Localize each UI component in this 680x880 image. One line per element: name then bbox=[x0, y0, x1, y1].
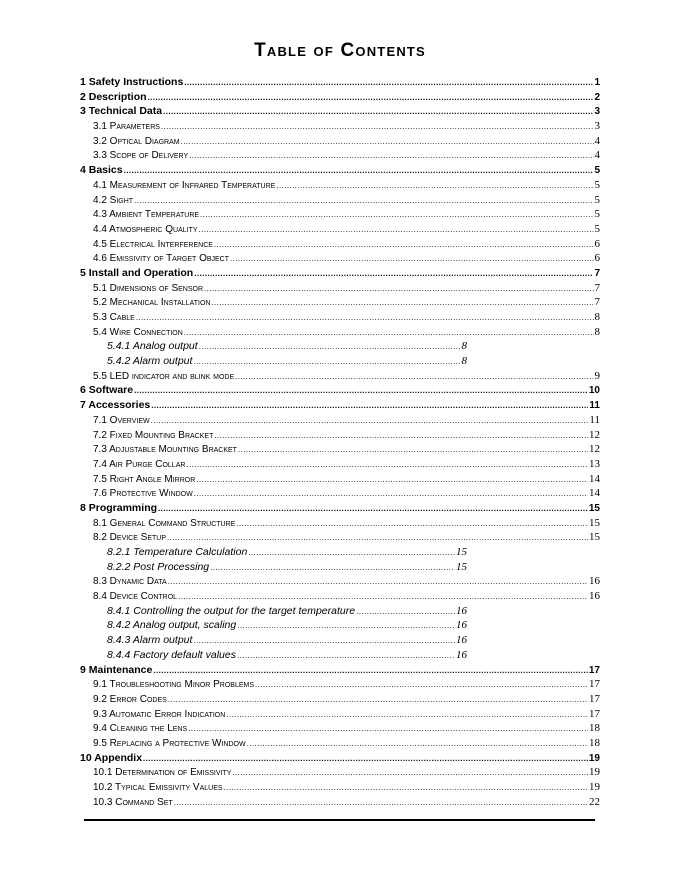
toc-entry[interactable] bbox=[80, 164, 600, 179]
toc-entry-page: 15 bbox=[589, 531, 600, 544]
toc-entry-label: 6 Software bbox=[80, 384, 134, 397]
toc-entry[interactable] bbox=[80, 502, 600, 517]
toc-entry-page: 3 bbox=[594, 120, 600, 133]
toc-entry[interactable] bbox=[80, 693, 600, 708]
toc-entry[interactable] bbox=[80, 443, 600, 458]
toc-entry-label: 8.4 Device Control bbox=[93, 591, 178, 603]
toc-entry[interactable] bbox=[80, 766, 600, 781]
toc-dot-leader bbox=[199, 343, 461, 351]
toc-entry[interactable] bbox=[80, 575, 600, 590]
toc-entry-label: 2 Description bbox=[80, 90, 147, 103]
toc-entry[interactable] bbox=[80, 605, 467, 620]
toc-entry-label: 8.2.2 Post Processing bbox=[107, 560, 210, 573]
toc-dot-leader bbox=[194, 270, 593, 278]
toc-dot-leader bbox=[151, 402, 588, 410]
toc-entry-page: 17 bbox=[589, 678, 600, 691]
toc-entry[interactable] bbox=[80, 282, 600, 297]
toc-entry-page: 15 bbox=[589, 516, 600, 529]
toc-dot-leader bbox=[200, 211, 593, 219]
toc-entry-label: 8 Programming bbox=[80, 501, 158, 514]
toc-entry-label: 7.1 Overview bbox=[93, 414, 150, 426]
toc-entry[interactable] bbox=[80, 223, 600, 238]
toc-dot-leader bbox=[230, 255, 593, 263]
toc-dot-leader bbox=[237, 652, 455, 660]
toc-entry-label: 5.2 Mechanical Installation bbox=[93, 297, 211, 309]
toc-entry-page: 8 bbox=[461, 340, 467, 353]
toc-entry-page: 4 bbox=[594, 134, 600, 147]
toc-entry-page: 17 bbox=[589, 692, 600, 705]
toc-entry-page: 5 bbox=[594, 193, 600, 206]
toc-entry-label: 8.1 General Command Structure bbox=[93, 517, 236, 529]
toc-entry[interactable] bbox=[80, 546, 467, 561]
toc-entry[interactable] bbox=[80, 208, 600, 223]
toc-entry-label: 4.2 Sight bbox=[93, 194, 134, 206]
toc-entry[interactable] bbox=[80, 296, 600, 311]
toc-dot-leader bbox=[148, 94, 594, 102]
toc-entry-label: 1 Safety Instructions bbox=[80, 76, 184, 88]
toc-entry-label: 5.3 Cable bbox=[93, 312, 135, 323]
toc-entry-label: 3.3 Scope of Delivery bbox=[93, 150, 189, 162]
toc-entry-page: 15 bbox=[456, 546, 467, 558]
toc-entry[interactable] bbox=[80, 429, 600, 444]
toc-entry[interactable] bbox=[80, 561, 467, 576]
toc-dot-leader bbox=[189, 152, 593, 160]
toc-entry[interactable] bbox=[80, 267, 600, 282]
toc-dot-leader bbox=[238, 446, 588, 454]
toc-entry[interactable] bbox=[80, 252, 600, 267]
toc-entry-label: 9.1 Troubleshooting Minor Problems bbox=[93, 679, 255, 691]
toc-entry[interactable] bbox=[80, 781, 600, 796]
toc-entry-label: 5.4 Wire Connection bbox=[93, 326, 183, 338]
toc-entry-page: 16 bbox=[456, 634, 467, 647]
toc-entry-label: 8.4.1 Controlling the output for the target temperature bbox=[107, 604, 356, 617]
footer-rule bbox=[84, 819, 595, 821]
toc-entry-page: 8 bbox=[594, 325, 600, 338]
toc-entry-label: 10.2 Typical Emissivity Values bbox=[93, 782, 223, 793]
toc-entry-page: 16 bbox=[589, 590, 600, 603]
toc-entry[interactable] bbox=[80, 399, 600, 414]
toc-entry-page: 16 bbox=[456, 619, 467, 632]
toc-dot-leader bbox=[247, 740, 588, 748]
toc-dot-leader bbox=[193, 358, 460, 366]
toc-dot-leader bbox=[174, 799, 588, 807]
toc-entry-page: 8 bbox=[594, 311, 600, 323]
toc-entry[interactable] bbox=[80, 531, 600, 546]
toc-entry-label: 7.4 Air Purge Collar bbox=[93, 458, 186, 470]
toc-entry-label: 8.4.3 Alarm output bbox=[107, 634, 193, 647]
toc-entry[interactable] bbox=[80, 149, 600, 164]
toc-entry[interactable] bbox=[80, 414, 600, 429]
toc-dot-leader bbox=[161, 123, 594, 131]
toc-entry[interactable] bbox=[80, 487, 600, 502]
toc-entry-page: 5 bbox=[594, 165, 600, 177]
toc-entry-label: 8.2.1 Temperature Calculation bbox=[107, 546, 248, 558]
toc-entry[interactable] bbox=[80, 458, 600, 473]
toc-dot-leader bbox=[248, 549, 455, 557]
toc-dot-leader bbox=[211, 299, 593, 307]
toc-entry-page: 3 bbox=[594, 106, 600, 118]
toc-entry[interactable] bbox=[80, 634, 467, 649]
toc-dot-leader bbox=[194, 490, 588, 498]
toc-dot-leader bbox=[237, 622, 455, 630]
toc-entry-page: 16 bbox=[456, 604, 467, 617]
toc-entry-page: 16 bbox=[456, 648, 467, 661]
toc-dot-leader bbox=[232, 769, 588, 777]
toc-entry-label: 3.2 Optical Diagram bbox=[93, 135, 180, 147]
toc-entry-label: 10.1 Determination of Emissivity bbox=[93, 767, 232, 779]
toc-entry[interactable] bbox=[80, 722, 600, 737]
toc-dot-leader bbox=[134, 197, 593, 205]
toc-entry-page: 9 bbox=[594, 369, 600, 382]
toc-dot-leader bbox=[184, 329, 594, 337]
toc-dot-leader bbox=[143, 755, 588, 763]
toc-entry-label: 10.3 Command Set bbox=[93, 796, 173, 808]
toc-entry-label: 8.4.2 Analog output, scaling bbox=[107, 619, 237, 632]
toc-dot-leader bbox=[356, 608, 455, 616]
toc-entry-label: 5.5 LED indicator and blink mode bbox=[93, 370, 235, 382]
toc-entry-label: 8.2 Device Setup bbox=[93, 532, 167, 544]
toc-entry-label: 9.5 Replacing a Protective Window bbox=[93, 737, 246, 749]
toc-entry[interactable] bbox=[80, 370, 600, 385]
toc-dot-leader bbox=[199, 226, 594, 234]
toc-dot-leader bbox=[188, 725, 588, 733]
toc-entry-page: 22 bbox=[589, 795, 600, 808]
toc-entry-page: 4 bbox=[594, 149, 600, 162]
toc-entry-page: 19 bbox=[588, 752, 600, 764]
toc-dot-leader bbox=[153, 667, 588, 675]
toc-entry-page: 7 bbox=[594, 281, 600, 294]
toc-entry-label: 9.3 Automatic Error Indication bbox=[93, 708, 226, 720]
toc-entry[interactable] bbox=[80, 91, 600, 106]
toc-dot-leader bbox=[178, 593, 588, 601]
toc-entry-page: 8 bbox=[461, 355, 467, 368]
toc-dot-leader bbox=[224, 784, 588, 792]
toc-entry[interactable] bbox=[80, 105, 600, 120]
toc-dot-leader bbox=[186, 461, 588, 469]
toc-entry-label: 5.4.1 Analog output bbox=[107, 340, 198, 353]
toc-entry-label: 9 Maintenance bbox=[80, 663, 153, 676]
toc-entry-page: 19 bbox=[589, 781, 600, 793]
toc-entry-page: 5 bbox=[594, 222, 600, 235]
toc-entry-page: 2 bbox=[594, 91, 600, 103]
toc-entry-page: 19 bbox=[589, 766, 600, 779]
toc-entry-page: 15 bbox=[456, 560, 467, 573]
toc-dot-leader bbox=[214, 432, 588, 440]
toc-entry-label: 4.5 Electrical Interference bbox=[93, 238, 213, 250]
toc-entry-page: 1 bbox=[594, 77, 600, 88]
toc-entry-label: 10 Appendix bbox=[80, 751, 143, 764]
toc-entry-page: 17 bbox=[588, 664, 600, 676]
toc-entry-page: 6 bbox=[594, 252, 600, 265]
toc-entry[interactable] bbox=[80, 326, 600, 341]
toc-entry-label: 5.4.2 Alarm output bbox=[107, 355, 193, 368]
toc-entry-label: 7.5 Right Angle Mirror bbox=[93, 473, 196, 485]
toc-entry[interactable] bbox=[80, 708, 600, 723]
toc-entry-page: 17 bbox=[589, 707, 600, 720]
toc-dot-leader bbox=[210, 564, 455, 572]
toc-entry-label: 5.1 Dimensions of Sensor bbox=[93, 282, 204, 294]
toc-entry-label: 3.1 Parameters bbox=[93, 121, 160, 133]
toc-entry-page: 11 bbox=[589, 400, 600, 412]
toc-entry[interactable] bbox=[80, 135, 600, 150]
toc-entry[interactable] bbox=[80, 664, 600, 679]
toc-dot-leader bbox=[255, 681, 588, 689]
toc-entry-label: 5 Install and Operation bbox=[80, 266, 194, 279]
toc-dot-leader bbox=[204, 285, 593, 293]
toc-entry-page: 12 bbox=[589, 443, 600, 456]
toc-entry[interactable] bbox=[80, 737, 600, 752]
toc-entry-page: 16 bbox=[589, 575, 600, 588]
toc-entry[interactable] bbox=[80, 752, 600, 767]
toc-entry[interactable] bbox=[80, 590, 600, 605]
toc-entry-label: 8.4.4 Factory default values bbox=[107, 648, 236, 661]
toc-entry[interactable] bbox=[80, 238, 600, 253]
toc-entry[interactable] bbox=[80, 517, 600, 532]
toc-entry[interactable] bbox=[80, 796, 600, 811]
toc-entry[interactable] bbox=[80, 619, 467, 634]
table-of-contents bbox=[80, 76, 600, 810]
toc-entry-label: 7.3 Adjustable Mounting Bracket bbox=[93, 444, 237, 456]
toc-entry[interactable] bbox=[80, 473, 600, 488]
toc-dot-leader bbox=[276, 182, 593, 190]
toc-entry-label: 3 Technical Data bbox=[80, 105, 163, 118]
page-title: Table of Contents bbox=[254, 40, 426, 61]
toc-dot-leader bbox=[235, 373, 593, 381]
toc-dot-leader bbox=[151, 417, 589, 425]
toc-entry-label: 4 Basics bbox=[80, 164, 123, 177]
toc-entry-page: 5 bbox=[594, 208, 600, 221]
toc-dot-leader bbox=[226, 711, 588, 719]
toc-dot-leader bbox=[184, 79, 593, 87]
toc-entry-page: 10 bbox=[588, 385, 600, 397]
toc-entry-label: 8.3 Dynamic Data bbox=[93, 576, 167, 588]
toc-entry[interactable] bbox=[80, 384, 600, 399]
toc-entry-page: 11 bbox=[589, 413, 600, 426]
toc-dot-leader bbox=[181, 138, 594, 146]
toc-entry-page: 12 bbox=[589, 428, 600, 441]
toc-entry-label: 7 Accessories bbox=[80, 399, 151, 412]
toc-entry-label: 7.2 Fixed Mounting Bracket bbox=[93, 429, 214, 441]
toc-dot-leader bbox=[168, 696, 588, 704]
toc-dot-leader bbox=[134, 387, 588, 395]
toc-dot-leader bbox=[196, 476, 588, 484]
toc-dot-leader bbox=[214, 241, 594, 249]
toc-dot-leader bbox=[158, 505, 588, 513]
toc-entry[interactable] bbox=[80, 120, 600, 135]
toc-entry-label: 9.2 Error Codes bbox=[93, 693, 167, 705]
toc-entry-page: 7 bbox=[594, 267, 600, 279]
toc-entry[interactable] bbox=[80, 355, 467, 370]
toc-entry-page: 18 bbox=[589, 736, 600, 749]
toc-dot-leader bbox=[236, 520, 588, 528]
toc-entry[interactable] bbox=[80, 649, 467, 664]
toc-dot-leader bbox=[124, 167, 594, 175]
toc-entry[interactable] bbox=[80, 76, 600, 91]
toc-dot-leader bbox=[167, 534, 588, 542]
toc-entry[interactable] bbox=[80, 678, 600, 693]
toc-entry[interactable] bbox=[80, 194, 600, 209]
toc-entry-page: 18 bbox=[589, 722, 600, 735]
toc-entry[interactable] bbox=[80, 179, 600, 194]
toc-entry[interactable] bbox=[80, 340, 467, 355]
toc-dot-leader bbox=[168, 578, 588, 586]
toc-dot-leader bbox=[193, 637, 455, 645]
toc-entry-page: 15 bbox=[588, 502, 600, 514]
toc-entry[interactable] bbox=[80, 311, 600, 326]
toc-entry-page: 14 bbox=[589, 472, 600, 485]
toc-entry-label: 4.1 Measurement of Infrared Temperature bbox=[93, 179, 276, 191]
toc-entry-page: 13 bbox=[589, 457, 600, 470]
toc-entry-label: 7.6 Protective Window bbox=[93, 488, 193, 500]
toc-entry-page: 6 bbox=[594, 237, 600, 250]
toc-entry-page: 14 bbox=[589, 487, 600, 500]
toc-entry-label: 4.6 Emissivity of Target Object bbox=[93, 253, 230, 265]
toc-entry-label: 9.4 Cleaning the Lens bbox=[93, 723, 188, 735]
toc-dot-leader bbox=[163, 108, 593, 116]
toc-dot-leader bbox=[136, 314, 594, 322]
toc-entry-page: 7 bbox=[594, 296, 600, 309]
toc-entry-label: 4.3 Ambient Temperature bbox=[93, 209, 200, 221]
toc-entry-label: 4.4 Atmospheric Quality bbox=[93, 223, 198, 235]
toc-entry-page: 5 bbox=[594, 178, 600, 191]
